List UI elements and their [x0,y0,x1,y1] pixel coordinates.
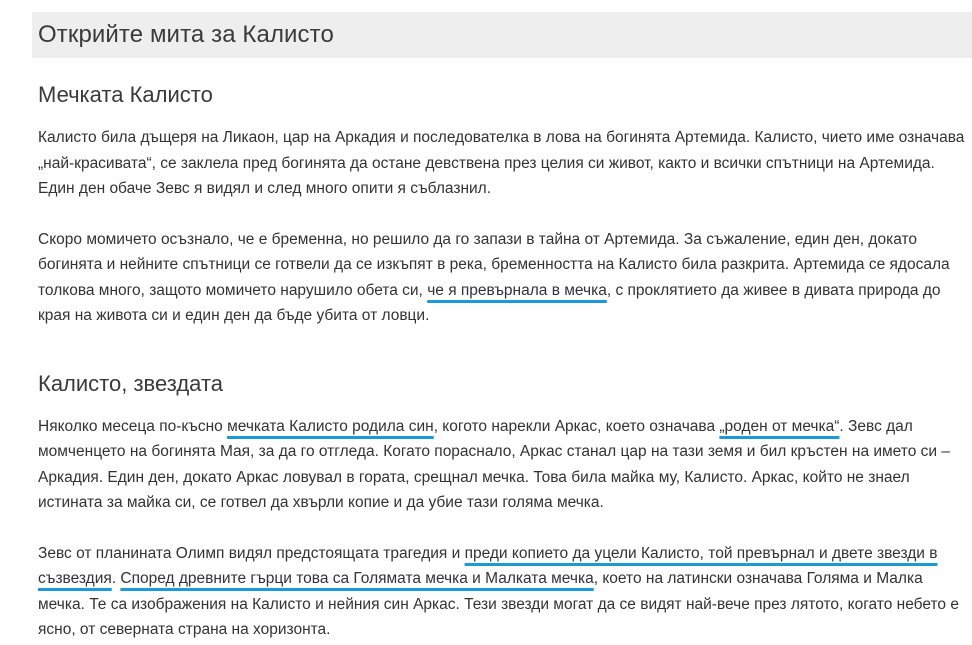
section-title-star: Калисто, звездата [38,370,224,396]
highlight-born-of-bear: „роден от мечка“ [719,417,840,435]
highlight-bear-transform: че я превърнала в мечка [427,281,607,299]
article-content [38,74,968,643]
section-title-bear: Мечката Калисто [38,82,213,107]
highlight-son-born: мечката Калисто родила син [227,417,434,435]
paragraph-1: Калисто била дъщеря на Ликаон, цар на Аркадия и последователка в лова на богинята Артемида. Калисто, чието име означава „най-красивата“, се заклела пред богинята да остане девствена през целия си живот, както и всички спътници на Артемида. Един ден обаче Зевс я видял и след много опити я съблазнил. [38,129,965,197]
paragraph-2: Скоро момичето осъзнало, че е бременна, но решило да го запази в тайна от Артемида. За съжаление, един ден, докато богинята и нейните спътници се готвели да се изкъпят в река, бременността на Калисто била разкрита. Артемида се ядосала толкова много, защото момичето нарушило обета си, че я превърнала в мечка, с проклятието да живее в дивата природа до края на живота си и един ден да бъде убита от ловци. [38,230,950,324]
highlight-great-little-bear: Според древните гърци това са Голямата мечка и Малката мечка [120,570,594,587]
highlight-constellations: преди копието да уцели Калисто, той превърнал и двете звезди в съзвездия [38,544,938,587]
page-title: Открийте мита за Калисто [38,21,334,48]
page-header [32,12,972,58]
paragraph-3: Няколко месеца по-късно мечката Калисто родила син, когото нарекли Аркас, което означава „роден от мечка“. Зевс дал момченцето на богинята Мая, за да го отгледа. Когато пораснало, Аркас станал цар на тази земя и бил кръстен на името си – Аркадия. Един ден, докато Аркас ловувал в гората, срещнал мечка. Това била майка му, Калисто. Аркас, който не знаел истината за майка си, се готвел да хвърли копие и да убие тази голяма мечка. [38,417,950,511]
paragraph-4: Зевс от планината Олимп видял предстоящата трагедия и преди копието да уцели Калисто, той превърнал и двете звезди в съзвездия. Според древните гърци това са Голямата мечка и Малката мечка, което на латински означава Голяма и Малка мечка. Те са изображения на Калисто и нейния син Аркас. Тези звезди могат да се видят най-вече през лятото, когато небето е ясно, от северната страна на хоризонта. [38,544,959,638]
